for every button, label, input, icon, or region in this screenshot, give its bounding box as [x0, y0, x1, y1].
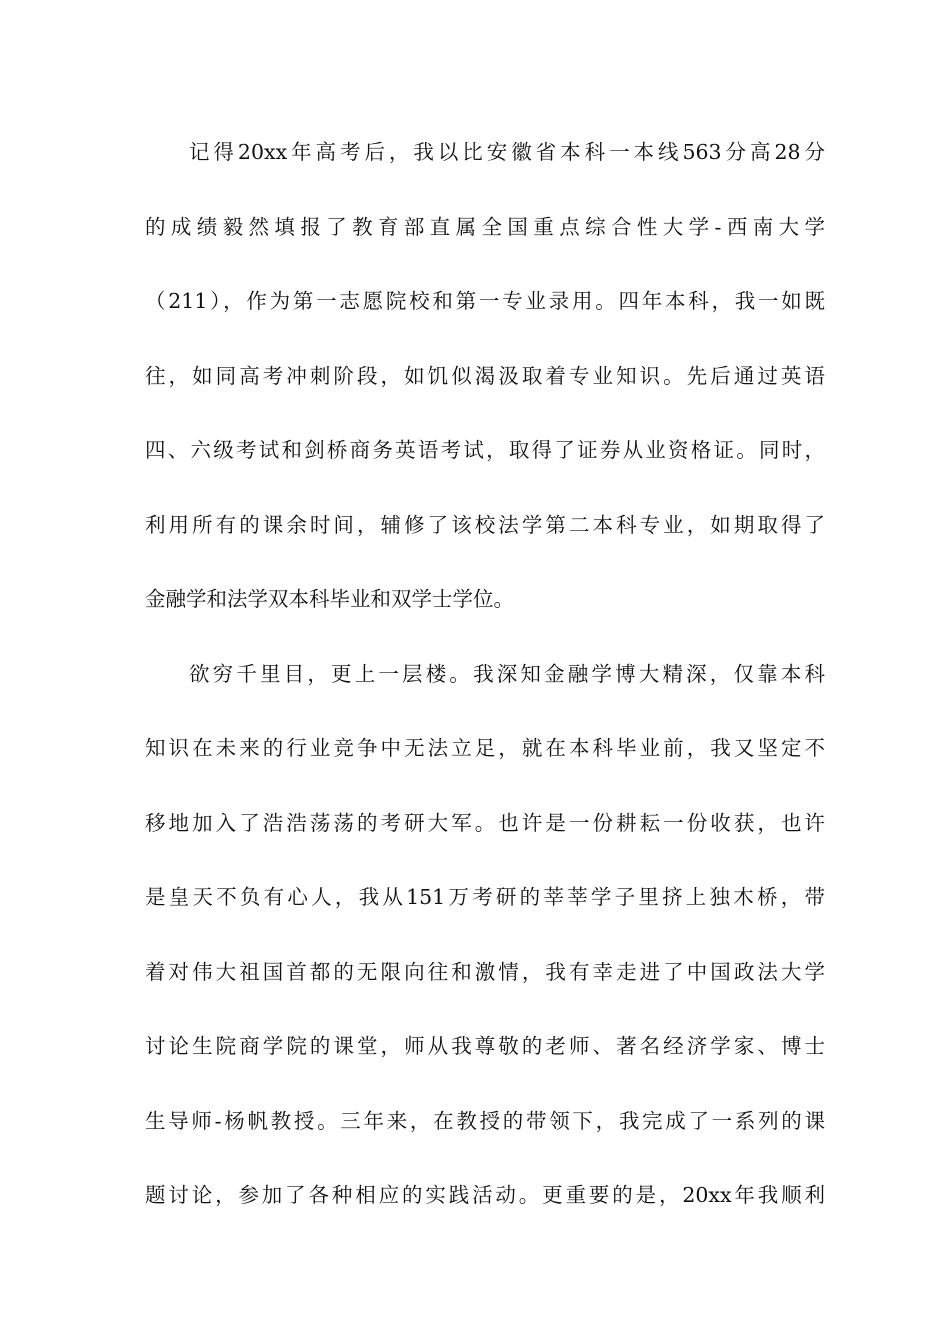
text-line: 讨论生院商学院的课堂，师从我尊敬的老师、著名经济学家、博士 [145, 1034, 825, 1058]
text-line: （211），作为第一志愿院校和第一专业录用。四年本科，我一如既 [145, 289, 825, 313]
text-line: 利用所有的课余时间，辅修了该校法学第二本科专业，如期取得了 [145, 512, 825, 537]
document-body [145, 132, 825, 1250]
text-line: 着对伟大祖国首都的无限向往和激情，我有幸走进了中国政法大学 [145, 959, 825, 984]
text-line: 欲穷千里目，更上一层楼。我深知金融学博大精深，仅靠本科 [189, 661, 825, 686]
text-line: 生导师-杨帆教授。三年来，在教授的带领下，我完成了一系列的课 [145, 1108, 825, 1133]
text-line: 的成绩毅然填报了教育部直属全国重点综合性大学-西南大学 [145, 214, 825, 239]
paragraph-1 [145, 132, 825, 654]
text-line: 往，如同高考冲刺阶段，如饥似渴汲取着专业知识。先后通过英语 [145, 363, 825, 388]
text-line: 移地加入了浩浩荡荡的考研大军。也许是一份耕耘一份收获，也许 [145, 810, 825, 835]
text-line: 四、六级考试和剑桥商务英语考试，取得了证券从业资格证。同时， [145, 438, 825, 462]
text-line: 题讨论，参加了各种相应的实践活动。更重要的是，20xx年我顺利 [145, 1183, 825, 1207]
text-line: 金融学和法学双本科毕业和双学士学位。 [145, 587, 514, 611]
text-line: 知识在未来的行业竞争中无法立足，就在本科毕业前，我又坚定不 [145, 736, 825, 760]
paragraph-2 [145, 654, 825, 1250]
text-line: 记得20xx年高考后，我以比安徽省本科一本线563分高28分 [189, 140, 825, 164]
text-line: 是皇天不负有心人，我从151万考研的莘莘学子里挤上独木桥，带 [145, 885, 825, 909]
